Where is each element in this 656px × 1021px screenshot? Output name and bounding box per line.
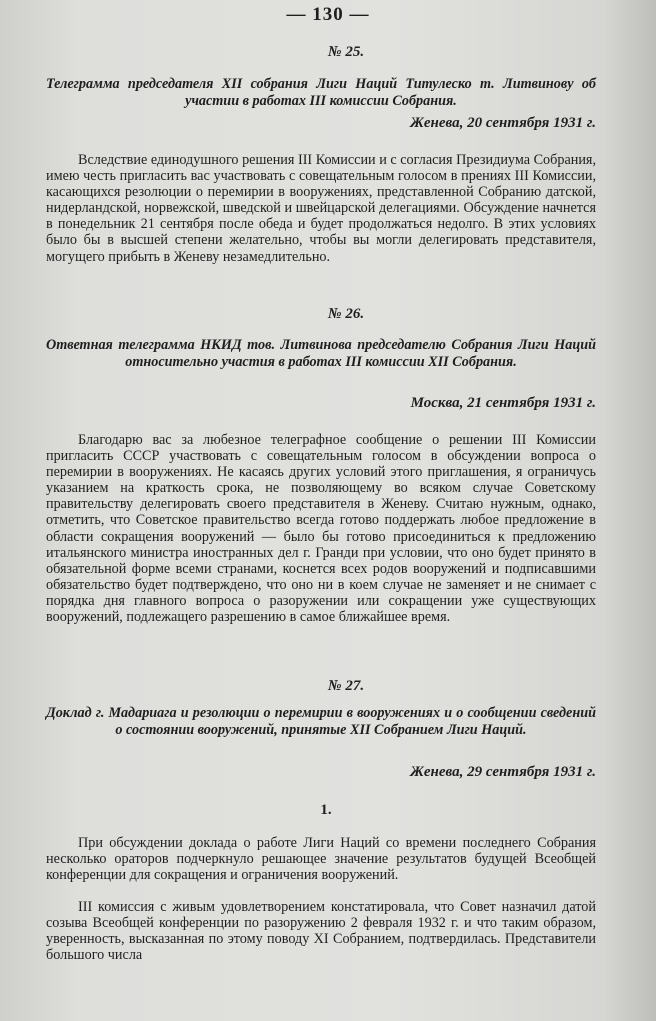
document-paragraph-27-1: При обсуждении доклада о работе Лиги Наций со времени последнего Собрания несколько ораторов подчеркнуло решающее значение результатов будущей Всеобщей конференции для сокращения и ограничения вооружений. [46,835,596,884]
page-number: — 130 — [286,4,370,25]
document-dateline-27: Женева, 29 сентября 1931 г. [410,764,596,780]
document-heading-25: Телеграмма председателя XII собрания Лиги Наций Титулеско т. Литвинову об участии в работах III комиссии Собрания. [46,76,596,109]
document-paragraph-25-1: Вследствие единодушного решения III Комиссии и с согласия Президиума Собрания, имею честь пригласить вас участвовать с совещательным голосом в прениях III Комиссии, касающихся резолюции о перемирии в вооружениях, представленной Собранию датской, нидерландской, норвежской, шведской и швейцарской делегациями. Обсуждение начнется в понедельник 21 сентября после обеда и будет продолжаться недолго. В этих условиях было бы в высшей степени желательно, чтобы вы могли делегировать представителя, могущего прибыть в Женеву незамедлительно. [46,152,596,265]
document-number-25: № 25. [327,44,365,60]
document-dateline-26: Москва, 21 сентября 1931 г. [410,395,596,411]
document-paragraph-27-2: III комиссия с живым удовлетворением констатировала, что Совет назначил датой созыва Всеобщей конференции по разоружению 2 февраля 1932 г. и что таким образом, уверенность, высказанная по этому поводу XI Собранием, подтвердилась. Представители большого числа [46,899,596,964]
document-number-27: № 27. [327,678,365,694]
section-number: 1. [320,802,332,818]
document-heading-27: Доклад г. Мадариага и резолюции о перемирии в вооружениях и о сообщении сведений о состоянии вооружений, принятые XII Собранием Лиги Наций. [46,705,596,738]
document-heading-26: Ответная телеграмма НКИД тов. Литвинова председателю Собрания Лиги Наций относительно участия в работах III комиссии XII Собрания. [46,337,596,370]
document-dateline-25: Женева, 20 сентября 1931 г. [410,115,596,131]
document-number-26: № 26. [327,306,365,322]
document-paragraph-26-1: Благодарю вас за любезное телеграфное сообщение о решении III Комиссии пригласить СССР участвовать с совещательным голосом в обсуждении вопроса о перемирии в вооружениях. Не касаясь других условий этого приглашения, я ограничусь указанием на краткость срока, не позволяющему во всяком случае Советскому правительству делегировать своего представителя в Женеву. Считаю нужным, однако, отметить, что Советское правительство всегда готово поддержать любое предложение в области сокращения вооружений — было бы готово присоединиться к предложению итальянского министра иностранных дел г. Гранди при условии, что оно будет принято в обязательной форме всеми странами, коснется всех родов вооружений и подписавшими обязательство будет подтверждено, что оно ни в коем случае не заменяет и не снимает с порядка дня главного вопроса о разоружении или сокращении уже существующих вооружений, подлежащего разрешению в самое ближайшее время. [46,432,596,626]
